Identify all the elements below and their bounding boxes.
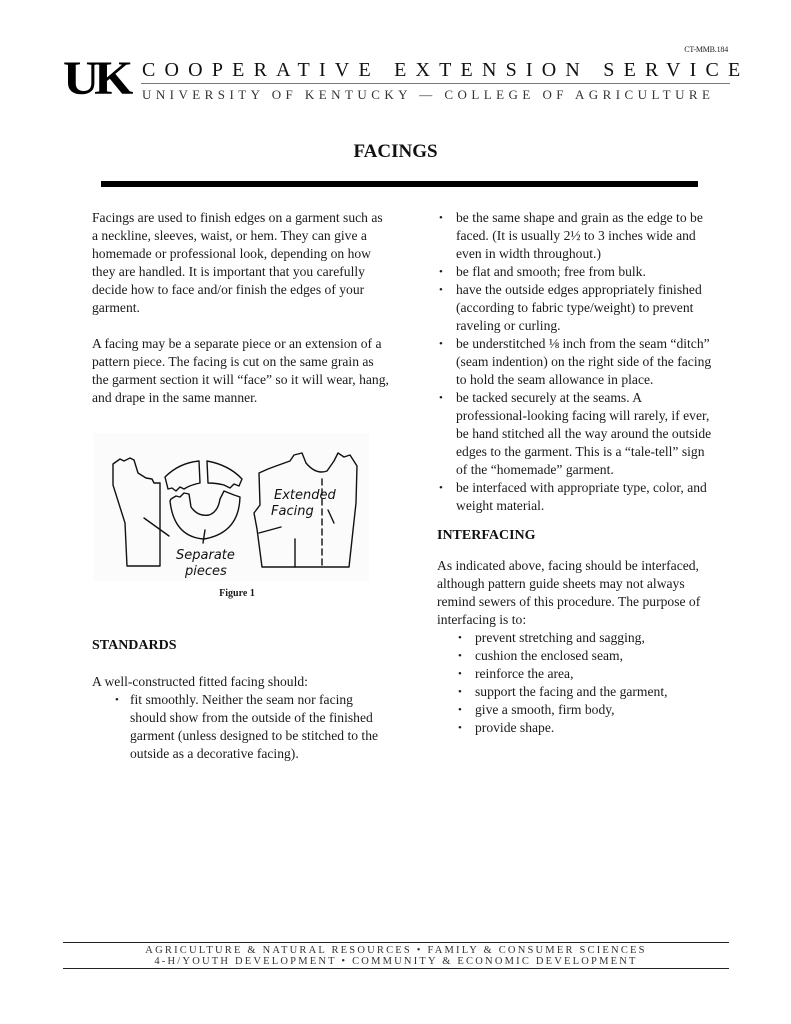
neck-pointer-line (203, 530, 205, 543)
bullet-icon: • (439, 212, 443, 224)
uk-logo: UK (63, 52, 129, 105)
list-item: • fit smoothly. Neither the seam nor facing should show from the outside of the finished garment (unless designed to be stitched to the outside as a decorative facing). (115, 692, 379, 761)
list-item: • give a smooth, firm body, (458, 702, 615, 717)
intro-paragraph: Facings are used to finish edges on a garment such as a neckline, sleeves, waist, or hem. They can give a homemade or professional look, depending on how they are handled. It is important that you carefully decide how to face and/or finish the edges of your garment. (92, 210, 383, 315)
org-title: COOPERATIVE EXTENSION SERVICE (142, 59, 750, 81)
intro-paragraph: A facing may be a separate piece or an extension of a pattern piece. The facing is cut on the same grain as the garment section it will “face” so it will wear, hang, and drape in the same manner. (92, 336, 389, 405)
bullet-icon: • (439, 482, 443, 494)
list-item: • support the facing and the garment, (458, 684, 668, 699)
bullet-icon: • (458, 686, 462, 698)
title-rule (101, 181, 698, 187)
right-pointer-line (328, 510, 334, 523)
list-item: • be flat and smooth; free from bulk. (439, 264, 646, 279)
bullet-icon: • (458, 722, 462, 734)
list-item: • be the same shape and grain as the edge to be faced. (It is usually 2½ to 3 inches wide and even in width throughout.) (439, 210, 703, 261)
standards-lead: A well-constructed fitted facing should: (92, 674, 308, 689)
list-item: • be tacked securely at the seams. A professional-looking facing will rarely, if ever, be hand stitched all the way around the outside edges to the garment. This is a “tale-tell” sign of the “homemade” garment. (439, 390, 712, 477)
left-column (92, 209, 392, 763)
list-item: • be interfaced with appropriate type, color, and weight material. (439, 480, 707, 513)
standards-list-right (437, 209, 712, 515)
left-pointer-line (144, 518, 169, 536)
bullet-icon: • (458, 704, 462, 716)
org-subtitle: UNIVERSITY OF KENTUCKY — COLLEGE OF AGRICULTURE (142, 87, 715, 102)
interfacing-paragraph: As indicated above, facing should be interfaced, although pattern guide sheets may not always remind sewers of this procedure. The purpose of interfacing is to: (437, 558, 701, 627)
list-item: • provide shape. (458, 720, 555, 735)
interfacing-list (437, 629, 712, 737)
separate-facing-piece-top-right (207, 461, 242, 488)
bullet-icon: • (439, 338, 443, 350)
list-item: • prevent stretching and sagging, (458, 630, 645, 645)
list-item: • reinforce the area, (458, 666, 574, 681)
standards-list-left (92, 691, 392, 763)
footer-rule-bottom (63, 968, 729, 969)
interfacing-heading: INTERFACING (437, 528, 536, 543)
bullet-icon: • (439, 284, 443, 296)
bullet-icon: • (439, 266, 443, 278)
list-item: • have the outside edges appropriately finished (according to fabric type/weight) to prevent raveling or curling. (439, 282, 702, 333)
document-code: CT-MMB.184 (684, 45, 728, 54)
bullet-icon: • (115, 694, 119, 706)
figure-1 (94, 433, 369, 581)
separate-facing-piece-top-left (165, 461, 200, 491)
standards-heading: STANDARDS (92, 638, 177, 653)
figure-label-separate: Separate (176, 548, 235, 563)
list-item: • be understitched ⅛ inch from the seam “ditch” (seam indention) on the right side of the facing to hold the seam allowance in place. (439, 336, 712, 387)
list-item: • cushion the enclosed seam, (458, 648, 623, 663)
bullet-icon: • (458, 632, 462, 644)
figure-label-facing: Facing (271, 504, 314, 519)
bullet-icon: • (439, 392, 443, 404)
bullet-icon: • (458, 668, 462, 680)
extended-facing-pointer-line (259, 527, 281, 533)
footer-program-areas-line-2: 4-H/YOUTH DEVELOPMENT • COMMUNITY & ECONOMIC DEVELOPMENT (154, 956, 638, 967)
right-column (437, 209, 712, 737)
footer-program-areas-line-1: AGRICULTURE & NATURAL RESOURCES • FAMILY & CONSUMER SCIENCES (145, 945, 647, 956)
figure-label-extended: Extended (274, 488, 336, 503)
figure-label-pieces: pieces (185, 564, 227, 579)
page-title: FACINGS (353, 141, 438, 162)
bullet-icon: • (458, 650, 462, 662)
figure-caption: Figure 1 (219, 588, 255, 599)
header-rule (141, 83, 730, 84)
left-garment-piece (113, 458, 160, 566)
garment-facing-illustration (94, 433, 369, 581)
footer-rule-top (63, 942, 729, 943)
